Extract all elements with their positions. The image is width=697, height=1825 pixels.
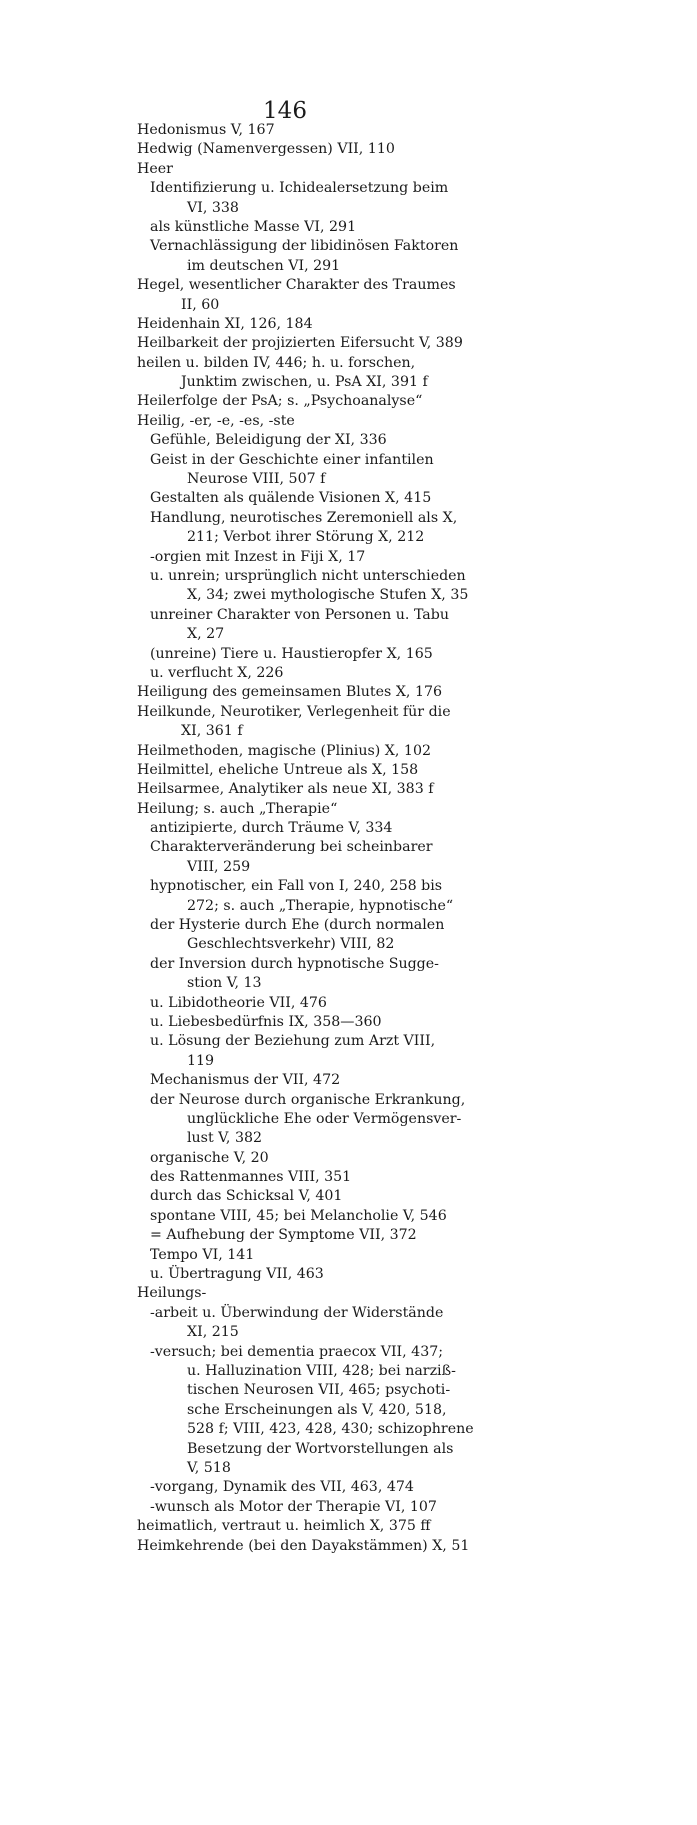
index-entry-line: = Aufhebung der Symptome VII, 372	[150, 1227, 417, 1244]
index-entry-line: des Rattenmannes VIII, 351	[150, 1169, 352, 1186]
index-entry-line: u. Libidotheorie VII, 476	[150, 994, 327, 1011]
index-entry-line: Mechanismus der VII, 472	[150, 1072, 341, 1089]
index-entry-line: -wunsch als Motor der Therapie VI, 107	[150, 1498, 437, 1515]
index-entry-line: VIII, 259	[187, 858, 251, 875]
index-entry-line: 211; Verbot ihrer Störung X, 212	[187, 529, 425, 546]
index-entry-line: unglückliche Ehe oder Vermögensver-	[187, 1110, 462, 1127]
index-entry-line: XI, 361 f	[181, 723, 243, 740]
index-entry-line: Tempo VI, 141	[150, 1246, 255, 1263]
index-entry-line: X, 27	[187, 626, 225, 643]
index-entry-line: Geschlechtsverkehr) VIII, 82	[187, 936, 395, 953]
index-entry-line: hypnotischer, ein Fall von I, 240, 258 bis	[150, 878, 443, 895]
index-entry-line: Heilbarkeit der projizierten Eifersucht V, 389	[137, 335, 463, 352]
index-entry-line: -vorgang, Dynamik des VII, 463, 474	[150, 1479, 414, 1496]
index-entry-line: Hegel, wesentlicher Charakter des Traumes	[137, 277, 456, 294]
index-entry-line: XI, 215	[187, 1324, 239, 1341]
index-entry-line: u. verflucht X, 226	[150, 664, 284, 681]
index-entry-line: VI, 338	[187, 199, 239, 216]
index-entry-line: Heilungs-	[137, 1285, 207, 1302]
index-entry-line: Heimkehrende (bei den Dayakstämmen) X, 51	[137, 1537, 470, 1554]
index-entry-line: -arbeit u. Überwindung der Widerstände	[150, 1304, 444, 1321]
index-entry-line: Heiligung des gemeinsamen Blutes X, 176	[137, 684, 443, 701]
index-entry-line: Heilmittel, eheliche Untreue als X, 158	[137, 761, 419, 778]
index-entry-line: Heer	[137, 160, 173, 177]
index-entry-line: der Inversion durch hypnotische Sugge-	[150, 955, 439, 972]
index-entry-line: X, 34; zwei mythologische Stufen X, 35	[187, 587, 469, 604]
index-entry-line: Heidenhain XI, 126, 184	[137, 315, 313, 332]
index-entry-line: Heilerfolge der PsA; s. „Psychoanalyse“	[137, 393, 423, 410]
index-entry-line: lust V, 382	[187, 1130, 263, 1147]
index-entry-line: Vernachlässigung der libidinösen Faktoren	[150, 238, 459, 255]
index-entry-line: Handlung, neurotisches Zeremoniell als X,	[150, 509, 458, 526]
index-entry-line: -orgien mit Inzest in Fiji X, 17	[150, 548, 366, 565]
index-entry-line: Hedwig (Namenvergessen) VII, 110	[137, 141, 395, 158]
index-entry-line: Neurose VIII, 507 f	[187, 471, 326, 488]
index-entry-line: Junktim zwischen, u. PsA XI, 391 f	[181, 374, 428, 391]
index-entry-line: spontane VIII, 45; bei Melancholie V, 546	[150, 1207, 447, 1224]
index-entry-line: Heilsarmee, Analytiker als neue XI, 383 f	[137, 781, 434, 798]
index-entry-line: Hedonismus V, 167	[137, 122, 275, 138]
index-entry-line: heimatlich, vertraut u. heimlich X, 375 ff	[137, 1518, 431, 1535]
index-entry-line: antizipierte, durch Träume V, 334	[150, 820, 393, 837]
index-entry-line: der Neurose durch organische Erkrankung,	[150, 1091, 466, 1108]
index-entry-line: (unreine) Tiere u. Haustieropfer X, 165	[150, 645, 433, 662]
index-entry-line: tischen Neurosen VII, 465; psychoti-	[187, 1382, 451, 1399]
index-entry-line: Charakterveränderung bei scheinbarer	[150, 839, 433, 856]
index-entry-line: u. Lösung der Beziehung zum Arzt VIII,	[150, 1033, 436, 1050]
index-entry-line: V, 518	[187, 1459, 231, 1476]
index-entry-line: stion V, 13	[187, 975, 262, 992]
index-entry-line: im deutschen VI, 291	[187, 257, 341, 274]
index-entry-line: Gestalten als quälende Visionen X, 415	[150, 490, 432, 507]
index-entry-line: u. Übertragung VII, 463	[150, 1266, 324, 1283]
index-entry-line: -versuch; bei dementia praecox VII, 437;	[150, 1343, 444, 1360]
index-column	[137, 121, 567, 1556]
index-entry-line: heilen u. bilden IV, 446; h. u. forschen,	[137, 354, 416, 371]
index-entry-line: als künstliche Masse VI, 291	[150, 218, 357, 235]
index-entry-line: 272; s. auch „Therapie, hypnotische“	[187, 897, 454, 914]
index-entry-line: der Hysterie durch Ehe (durch normalen	[150, 917, 445, 934]
index-entry-line: Heilkunde, Neurotiker, Verlegenheit für die	[137, 703, 451, 720]
index-entry-line: 119	[187, 1052, 215, 1069]
index-entry-line: Identifizierung u. Ichidealersetzung beim	[150, 180, 449, 197]
index-entry-line: Heilmethoden, magische (Plinius) X, 102	[137, 742, 432, 759]
index-entry-line: sche Erscheinungen als V, 420, 518,	[187, 1401, 447, 1418]
index-entry-line: Geist in der Geschichte einer infantilen	[150, 451, 434, 468]
index-entry-line: Gefühle, Beleidigung der XI, 336	[150, 432, 387, 449]
index-entry-line: unreiner Charakter von Personen u. Tabu	[150, 606, 449, 623]
index-entry-line: u. unrein; ursprünglich nicht unterschieden	[150, 567, 466, 584]
index-entry-line: u. Halluzination VIII, 428; bei narziß-	[187, 1363, 456, 1379]
index-entry-line: Besetzung der Wortvorstellungen als	[187, 1440, 454, 1457]
index-entry-line: Heilig, -er, -e, -es, -ste	[137, 412, 295, 429]
page-number: 146	[263, 98, 307, 124]
index-entry-line: II, 60	[181, 296, 220, 313]
index-entry-line: organische V, 20	[150, 1149, 269, 1166]
index-entry-line: 528 f; VIII, 423, 428, 430; schizophrene	[187, 1421, 474, 1438]
index-entry-line: durch das Schicksal V, 401	[150, 1188, 343, 1205]
index-entry-line: u. Liebesbedürfnis IX, 358—360	[150, 1013, 382, 1030]
index-entry-line: Heilung; s. auch „Therapie“	[137, 800, 338, 817]
